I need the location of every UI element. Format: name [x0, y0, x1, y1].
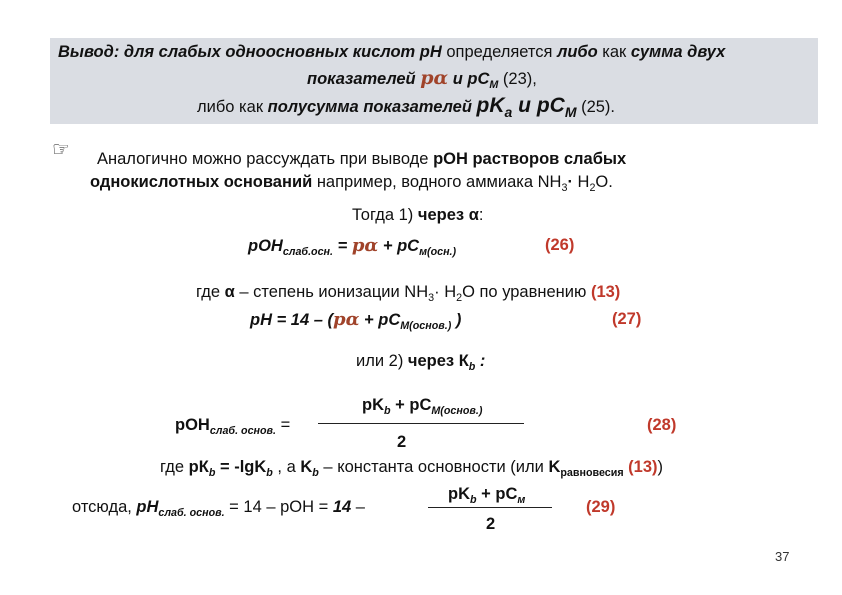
equation-reference: (23), [498, 70, 537, 88]
subscript: a [504, 103, 513, 120]
p-alpha-symbol: pα [351, 235, 379, 256]
subscript: слаб.осн. [282, 245, 334, 258]
subscript: b [470, 493, 477, 506]
conclusion-text: либо [557, 43, 598, 61]
subscript: равновесия [560, 466, 624, 479]
then-via-alpha [352, 206, 483, 225]
text: – степень ионизации NH [234, 283, 429, 301]
eq-lhs: рОН [175, 416, 210, 434]
pointing-hand-icon: ☞ [52, 139, 70, 161]
equation-27 [250, 309, 461, 330]
paragraph-text: O. [595, 173, 613, 191]
text: где [196, 283, 225, 301]
subscript: м [517, 493, 526, 506]
subscript: b [384, 404, 391, 417]
paragraph-line-2 [90, 173, 613, 192]
eq-text: ) [451, 311, 462, 329]
conclusion-text: и рС [448, 70, 490, 88]
equation-reference: (13) [590, 283, 621, 301]
paragraph-text: например, водного аммиака NH [312, 173, 562, 191]
conclusion-text: определяется [441, 43, 558, 61]
conclusion-text: показателей [307, 70, 421, 88]
text: рК [188, 458, 209, 476]
text: K [548, 458, 561, 476]
eq-text: = 14 – рОН = [224, 498, 333, 516]
paragraph-text: H [572, 173, 590, 191]
text: – константа основности (или [318, 458, 549, 476]
eq-text: pH = 14 – ( [250, 311, 333, 329]
paragraph-line-1 [97, 150, 626, 169]
conclusion-text: либо как [197, 98, 268, 116]
subscript: слаб. основ. [158, 506, 225, 519]
eq-text: – [351, 498, 365, 516]
text: где [160, 458, 189, 476]
subscript: м(осн.) [419, 245, 457, 258]
text: O по уравнению [462, 283, 591, 301]
eq-text: + рС [476, 485, 518, 503]
eq-text: рK [448, 485, 470, 503]
subscript: b [312, 466, 319, 479]
subscript: М(основ.) [431, 404, 483, 417]
pka-symbol: pK [476, 94, 505, 117]
paragraph-text: однокислотных оснований [90, 173, 313, 191]
p-alpha-symbol: pα [420, 67, 449, 89]
eq-lhs: рОН [248, 237, 283, 255]
p-alpha-symbol: pα [333, 309, 360, 330]
subscript: 3 [428, 291, 435, 304]
page-number: 37 [775, 549, 790, 564]
equation-29-denominator: 2 [486, 515, 496, 533]
eq-text: = [276, 416, 291, 434]
text: через К [407, 352, 469, 370]
equation-number-27: (27) [612, 310, 642, 328]
subscript: M [564, 103, 577, 120]
equation-reference: (13) [623, 458, 658, 476]
eq-text: 14 [332, 498, 352, 516]
eq-text: + рС [390, 396, 432, 414]
text: α [224, 283, 235, 301]
subscript: 2 [456, 291, 463, 304]
text: : [475, 352, 486, 370]
paragraph-text: Аналогично можно рассуждать при выводе [97, 150, 434, 168]
text: отсюда, [72, 498, 137, 516]
subscript: М [489, 78, 499, 91]
or-via-kb [356, 352, 485, 371]
equation-28-numerator [362, 396, 482, 415]
text: ) [657, 458, 664, 476]
text: через α [417, 206, 479, 224]
conclusion-text: полусумма показателей [267, 98, 477, 116]
where-kb-line [160, 458, 663, 477]
text: = -lgK [215, 458, 267, 476]
eq-text: pK [362, 396, 384, 414]
equation-number-29: (29) [586, 498, 616, 516]
subscript: слаб. основ. [209, 424, 277, 437]
text: · H [434, 283, 457, 301]
equation-29-lhs [72, 498, 365, 517]
equation-reference: (25). [576, 98, 616, 116]
equation-number-26: (26) [545, 236, 575, 254]
paragraph-text: рОН растворов слабых [433, 150, 627, 168]
equation-29-numerator [448, 485, 525, 504]
eq-lhs: pH [136, 498, 159, 516]
eq-text: + рС [359, 311, 401, 329]
conclusion-text: как [597, 43, 631, 61]
equation-28-lhs [175, 416, 290, 435]
where-alpha-line [196, 283, 620, 302]
conclusion-text: сумма двух [630, 43, 726, 61]
eq-text: = [333, 237, 352, 255]
text: Тогда 1) [352, 206, 418, 224]
eq-text: + рС [378, 237, 420, 255]
subscript: М(основ.) [400, 319, 452, 332]
equation-number-28: (28) [647, 416, 677, 434]
text: K [300, 458, 313, 476]
subscript: 2 [589, 181, 596, 194]
subscript: b [208, 466, 216, 479]
conclusion-line-2 [307, 67, 537, 89]
conclusion-line-3 [197, 94, 615, 118]
subscript: 3 [561, 181, 568, 194]
text: : [478, 206, 484, 224]
text: или 2) [356, 352, 408, 370]
fraction-bar [318, 423, 524, 424]
fraction-bar [428, 507, 552, 508]
dot-symbol: · [567, 173, 573, 191]
conclusion-text: Вывод: для слабых одноосновных кислот рН [58, 43, 442, 61]
equation-28-denominator: 2 [397, 433, 407, 451]
subscript: b [266, 466, 273, 479]
text: , а [272, 458, 301, 476]
pcm-symbol: и pC [512, 94, 565, 117]
conclusion-line-1 [58, 43, 725, 62]
equation-26 [248, 235, 456, 256]
subscript: b [468, 360, 476, 373]
